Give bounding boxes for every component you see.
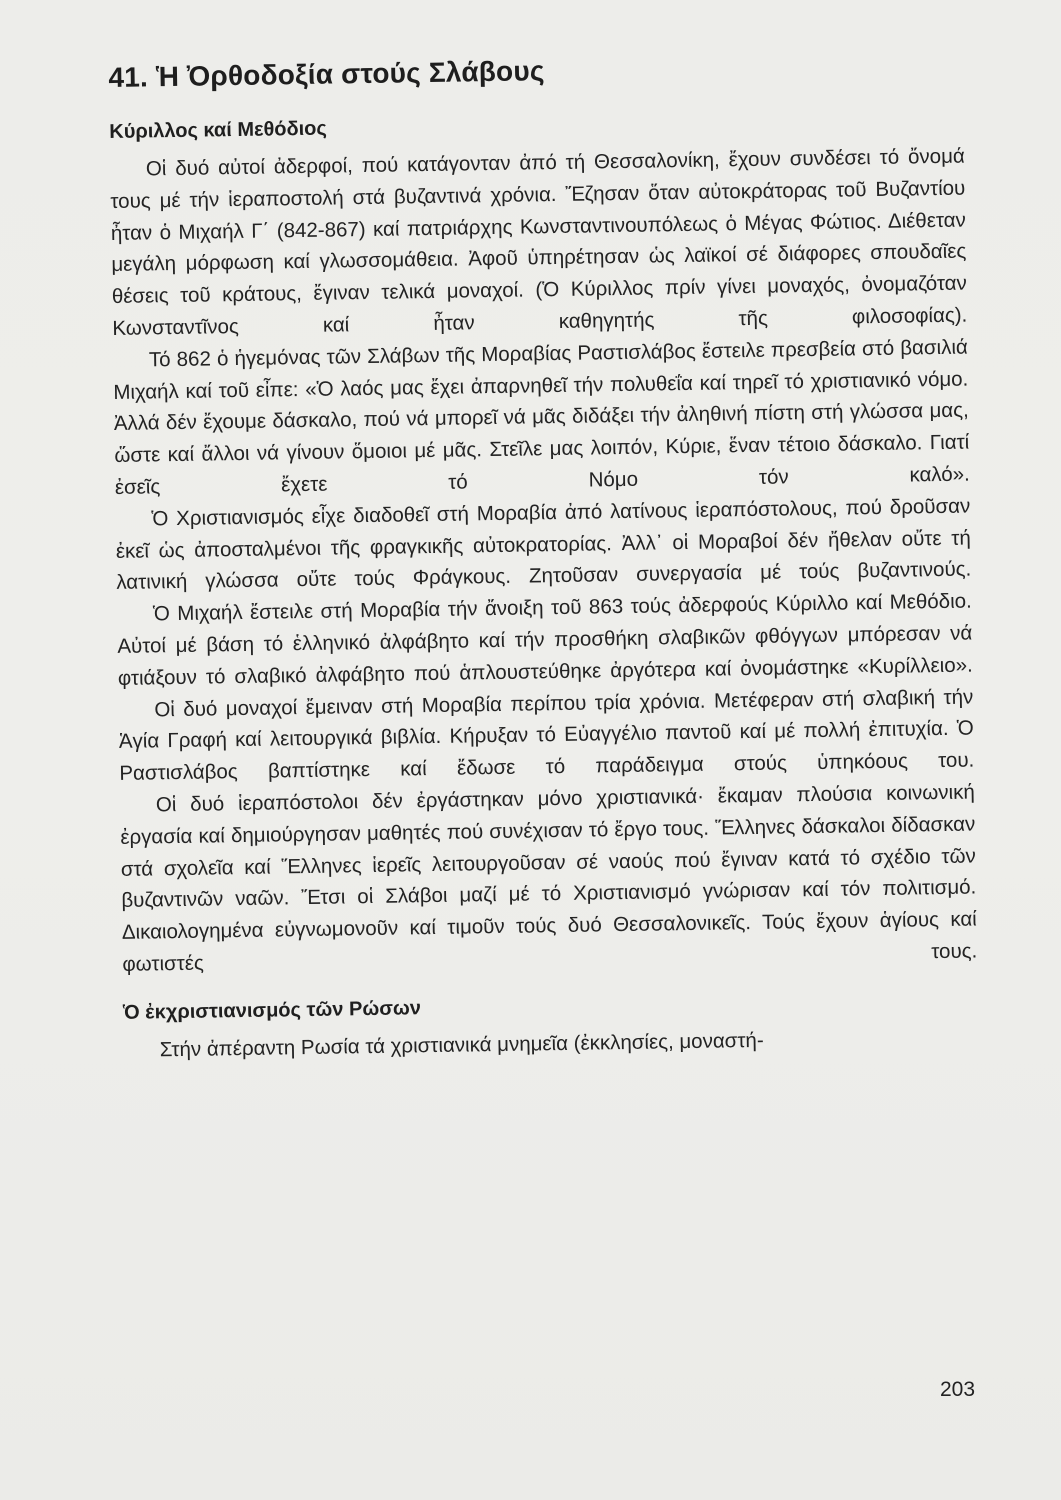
paragraph-rastislav-embassy: Τό 862 ὁ ἡγεμόνας τῶν Σλάβων τῆς Μοραβίας Ραστισλάβος ἔστειλε πρεσβεία στό βασιλιά Μιχαήλ καί τοῦ εἶπε: «Ὁ λαός μας ἔχει ἀπαρνηθεῖ τήν πολυθεΐα καί τηρεῖ τό χριστιανικό νόμο. Ἀλλά δέν ἔχουμε δάσκαλο, πού νά μπορεῖ νά μᾶς διδάξει τήν ἀληθινή πίστη στή γλώσσα μας, ὥστε καί ἄλλοι νά γίνουν ὅμοιοι μέ μᾶς. Στεῖλε μας λοιπόν, Κύριε, ἕναν τέτοιο δάσκαλο. Γιατί ἐσεῖς ἔχετε τό Νόμο τόν καλό».: [113, 335, 970, 499]
paragraph-russia-start: Στήν ἀπέραντη Ρωσία τά χριστιανικά μνημεῖα (ἐκκλησίες, μοναστή-: [159, 1028, 764, 1062]
chapter-title: 41. Ἡ Ὀρθοδοξία στούς Σλάβους: [108, 55, 545, 93]
paragraph-brothers-intro: Οἱ δυό αὐτοί ἀδερφοί, πού κατάγονταν ἀπό τή Θεσσαλονίκη, ἔχουν συνδέσει τό ὄνομά τους μέ τήν ἱεραποστολή στά βυζαντινά χρόνια. Ἔζησαν ὅταν αὐτοκράτορας τοῦ Βυζαντίου ἦταν ὁ Μιχαήλ Γ΄ (842-867) καί πατριάρχης Κωνσταντινουπόλεως ὁ Μέγας Φώτιος. Διέθεταν μεγάλη μόρφωση καί γλωσσομάθεια. Ἀφοῦ ὑπηρέτησαν ὡς λαϊκοί σέ διάφορες σπουδαῖες θέσεις τοῦ κράτους, ἔγιναν τελικά μοναχοί. (Ὁ Κύριλλος πρίν γίνει μοναχός, ὀνομαζόταν Κωνσταντῖνος καί ἦταν καθηγητής τῆς φιλοσοφίας).: [110, 144, 968, 340]
paragraph-alphabet: Ὁ Μιχαήλ ἔστειλε στή Μοραβία τήν ἄνοιξη τοῦ 863 τούς ἀδερφούς Κύριλλο καί Μεθόδιο. Αὐτοί μέ βάση τό ἑλληνικό ἀλφάβητο καί τήν προσθήκη σλαβικῶν φθόγγων μπόρεσαν νά φτιάξουν τό σλαβικό ἀλφάβητο πού ἁπλουστεύθηκε ἀργότερα καί ὀνομάστηκε «Κυρίλλειο».: [117, 589, 973, 690]
section-heading-russians: Ὁ ἐκχριστιανισμός τῶν Ρώσων: [122, 996, 422, 1024]
paragraph-moravia-stay: Οἱ δυό μοναχοί ἔμειναν στή Μοραβία περίπου τρία χρόνια. Μετέφεραν στή σλαβική τήν Ἁγία Γραφή καί λειτουργικά βιβλία. Κήρυξαν τό Εὐαγγέλιο παντοῦ καί μέ πολλή ἐπιτυχία. Ὁ Ραστισλάβος βαπτίστηκε καί ἔδωσε τό παράδειγμα στούς ὑπηκόους του.: [118, 685, 975, 786]
section-heading-cyril-methodius: Κύριλλος καί Μεθόδιος: [109, 117, 328, 143]
page-content: [108, 37, 979, 1067]
page-number: 203: [940, 1378, 976, 1401]
paragraph-legacy: Οἱ δυό ἱεραπόστολοι δέν ἐργάστηκαν μόνο χριστιανικά· ἔκαμαν πλούσια κοινωνική ἐργασία καί δημιούργησαν μαθητές πού συνέχισαν τό ἔργο τους. Ἕλληνες δάσκαλοι δίδασκαν στά σχολεῖα καί Ἕλληνες ἱερεῖς λειτουργοῦσαν σέ ναούς πού ἔγιναν κατά τό σχέδιο τῶν βυζαντινῶν ναῶν. Ἔτσι οἱ Σλάβοι μαζί μέ τό Χριστιανισμό γνώρισαν καί τόν πολιτισμό. Δικαιολογημένα εὐγνωμονοῦν καί τιμοῦν τούς δυό Θεσσαλονικεῖς. Τούς ἔχουν ἁγίους καί φωτιστές τους.: [120, 780, 978, 976]
paragraph-latin-missionaries: Ὁ Χριστιανισμός εἶχε διαδοθεῖ στή Μοραβία ἀπό λατίνους ἱεραπόστολους, πού δροῦσαν ἐκεῖ ὡς ἀποσταλμένοι τῆς φραγκικῆς αὐτοκρατορίας. Ἀλλ᾽ οἱ Μοραβοί δέν ἤθελαν οὔτε τή λατινική γλώσσα οὔτε τούς Φράγκους. Ζητοῦσαν συνεργασία μέ τούς βυζαντινούς.: [115, 494, 972, 595]
